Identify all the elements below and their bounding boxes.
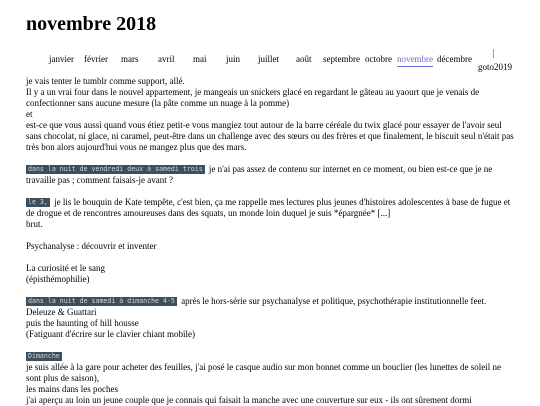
paragraph: je vais tenter le tumblr comme support, allé. — [26, 76, 185, 86]
date-tag[interactable]: dans la nuit de vendredi deux à samedi trois — [28, 165, 203, 173]
date-tag[interactable]: Dimanche — [28, 352, 60, 360]
entry-heading — [26, 351, 518, 362]
paragraph: (Fatiguant d'écrire sur le clavier chiant mobile) — [26, 329, 196, 339]
entry-text: je lis le bouquin de Kate tempête, c'est bien, ça me rappelle mes lectures plus jeunes d'histoires adolescentes à base de fugue et de drogue et de rencontres amoureuses dans des squats, un monde loin duquel je suis *épargnée* [...] — [26, 197, 511, 218]
entry — [26, 296, 518, 307]
month-link-octobre[interactable]: octobre — [365, 54, 392, 64]
spacer — [26, 252, 518, 263]
month-link-avril[interactable]: avril — [158, 54, 175, 64]
paragraph: j'ai aperçu au loin un jeune couple que je connais qui faisait la manche avec une couverture sur eux - ils ont sûrement dormi — [26, 395, 472, 405]
spacer — [26, 186, 518, 197]
date-tag[interactable]: le 3, — [28, 198, 48, 206]
entry — [26, 197, 518, 219]
post-content — [26, 76, 518, 406]
spacer — [26, 153, 518, 164]
month-link-mars[interactable]: mars — [121, 54, 139, 64]
month-link-septembre[interactable]: septembre — [323, 54, 360, 64]
paragraph: Psychanalyse : découvrir et inventer — [26, 241, 157, 251]
separator — [493, 49, 494, 58]
paragraph: La curiosité et le sang — [26, 263, 105, 273]
month-link-novembre[interactable]: novembre — [397, 54, 433, 67]
paragraph: brut. — [26, 219, 43, 229]
paragraph: je suis allée à la gare pour acheter des feuilles, j'ai posé le casque audio sur mon bonnet comme un bouclier (les lunettes de soleil ne sont plus de saison), — [26, 362, 501, 383]
month-link-mai[interactable]: mai — [193, 54, 207, 64]
paragraph: et — [26, 109, 33, 119]
month-link-decembre[interactable]: décembre — [437, 54, 472, 64]
spacer — [26, 230, 518, 241]
month-link-juin[interactable]: juin — [226, 54, 241, 64]
month-link-fevrier[interactable]: février — [84, 54, 108, 64]
spacer — [26, 285, 518, 296]
paragraph: Deleuze & Guattari — [26, 307, 97, 317]
entry-text: après le hors-série sur psychanalyse et politique, psychothérapie institutionnelle feet. — [181, 296, 487, 306]
goto-year-label: goto2019 — [478, 62, 513, 72]
goto-next-year-link[interactable] — [478, 54, 512, 74]
spacer — [26, 340, 518, 351]
month-link-janvier[interactable]: janvier — [49, 54, 74, 64]
month-link-juillet[interactable]: juillet — [258, 54, 279, 64]
paragraph: puis the haunting of hill housse — [26, 318, 139, 328]
month-link-aout[interactable]: août — [296, 54, 312, 64]
page-title: novembre 2018 — [26, 13, 157, 35]
paragraph: Il y a un vrai four dans le nouvel appartement, je mangeais un snickers glacé en regardant le gâteau au yaourt que je venais de confectionner sans aucune mesure (la pâte comme un nuage à la pomme) — [26, 87, 480, 108]
date-tag[interactable]: dans la nuit de samedi à dimanche 4-5 — [28, 297, 175, 305]
entry-text: je n'ai pas assez de contenu sur internet en ce moment, ou bien est-ce que je ne travaille pas ; comment faisais-je avant ? — [26, 164, 493, 185]
paragraph: est-ce que vous aussi quand vous étiez petit-e vous mangiez tout autour de la barre céréale du twix glacé pour essayer de l'avoir seul sans chocolat, ni glace, ni caramel, peut-être dans un challenge avec des sœurs ou des frères et que finalement, le biscuit seul n'était pas très bon alors aujourd'hui vous ne mangez plus que des mars. — [26, 120, 514, 152]
paragraph: (épisthémophilie) — [26, 274, 90, 284]
month-nav — [0, 54, 540, 72]
paragraph: les mains dans les poches — [26, 384, 118, 394]
entry — [26, 164, 518, 186]
